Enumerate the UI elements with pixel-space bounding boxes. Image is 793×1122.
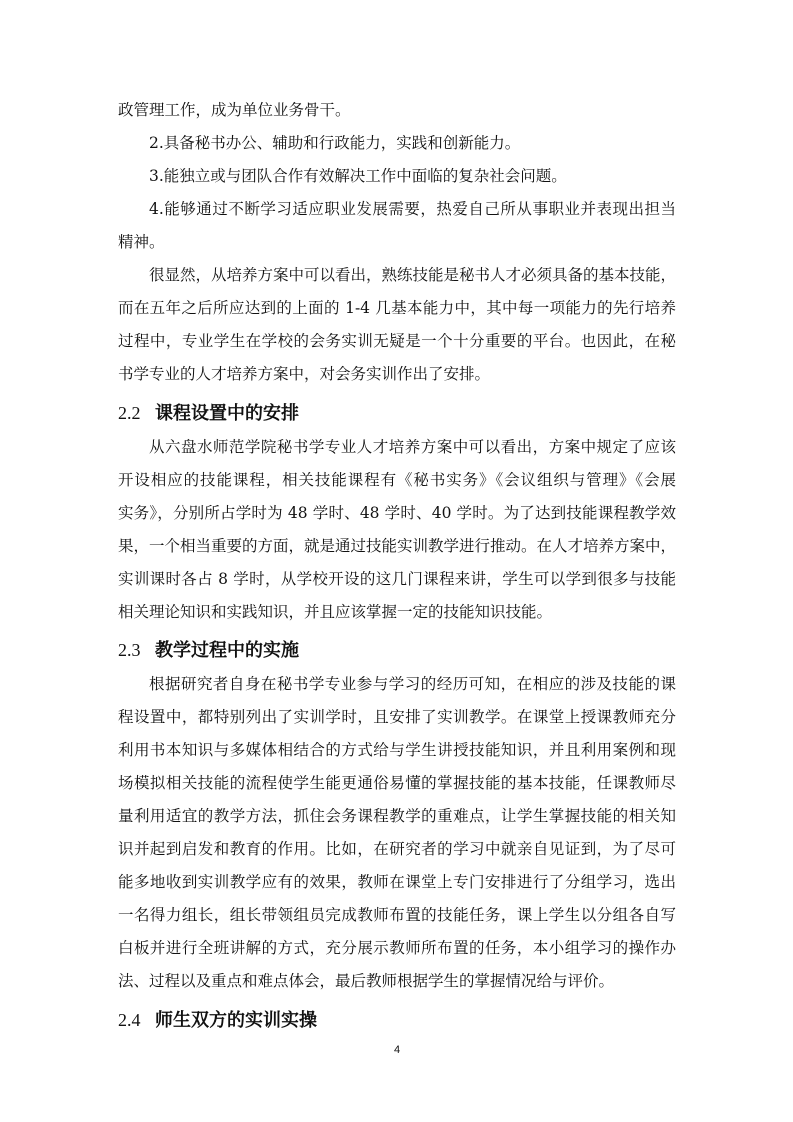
paragraph-line: 识并起到启发和教育的作用。比如，在研究者的学习中就亲自见证到，为了尽可: [118, 840, 676, 858]
paragraph-line: 2.具备秘书办公、辅助和行政能力，实践和创新能力。: [149, 134, 521, 152]
section-number: 2.3: [118, 640, 141, 660]
paragraph-line: 过程中，专业学生在学校的会务实训无疑是一个十分重要的平台。也因此，在秘: [118, 332, 676, 350]
paragraph-line: 果，一个相当重要的方面，就是通过技能实训教学进行推动。在人才培养方案中，: [118, 537, 676, 555]
paragraph-line: 实训课时各占 8 学时，从学校开设的这几门课程来讲，学生可以学到很多与技能: [118, 570, 676, 588]
paragraph-line: 书学专业的人才培养方案中，对会务实训作出了安排。: [118, 365, 491, 383]
paragraph-line: 从六盘水师范学院秘书学专业人才培养方案中可以看出，方案中规定了应该: [149, 438, 676, 456]
paragraph-line: 政管理工作，成为单位业务骨干。: [118, 101, 351, 119]
paragraph-line: 一名得力组长，组长带领组员完成教师布置的技能任务，课上学生以分组各自写: [118, 906, 676, 924]
section-title: 课程设置中的安排: [155, 403, 299, 424]
paragraph-line: 白板并进行全班讲解的方式，充分展示教师所布置的任务，本小组学习的操作办: [118, 939, 676, 957]
section-heading: [118, 401, 299, 425]
paragraph-line: 法、过程以及重点和难点体会，最后教师根据学生的掌握情况给与评价。: [118, 972, 615, 990]
paragraph-line: 精神。: [118, 233, 165, 251]
section-number: 2.4: [118, 1010, 141, 1030]
section-number: 2.2: [118, 403, 141, 423]
paragraph-line: 能多地收到实训教学应有的效果，教师在课堂上专门安排进行了分组学习，选出: [118, 873, 676, 891]
paragraph-line: 相关理论知识和实践知识，并且应该掌握一定的技能知识技能。: [118, 603, 553, 621]
section-title: 师生双方的实训实操: [155, 1010, 317, 1031]
paragraph-line: 4.能够通过不断学习适应职业发展需要，热爱自己所从事职业并表现出担当: [149, 200, 676, 218]
page-number: 4: [393, 1044, 401, 1056]
paragraph-line: 根据研究者自身在秘书学专业参与学习的经历可知，在相应的涉及技能的课: [149, 675, 676, 693]
paragraph-line: 而在五年之后所应达到的上面的 1-4 几基本能力中，其中每一项能力的先行培养: [118, 299, 676, 317]
paragraph-line: 程设置中，都特别列出了实训学时，且安排了实训教学。在课堂上授课教师充分: [118, 708, 676, 726]
paragraph-line: 开设相应的技能课程，相关技能课程有《秘书实务》《会议组织与管理》《会展: [118, 471, 676, 489]
paragraph-line: 实务》，分别所占学时为 48 学时、48 学时、40 学时。为了达到技能课程教学效: [118, 504, 676, 522]
paragraph-line: 很显然，从培养方案中可以看出，熟练技能是秘书人才必须具备的基本技能，: [149, 266, 676, 284]
section-title: 教学过程中的实施: [155, 640, 299, 661]
paragraph-line: 场模拟相关技能的流程使学生能更通俗易懂的掌握技能的基本技能，任课教师尽: [118, 774, 676, 792]
paragraph-line: 利用书本知识与多媒体相结合的方式给与学生讲授技能知识，并且利用案例和现: [118, 741, 676, 759]
section-heading: [118, 638, 299, 662]
section-heading: [118, 1008, 317, 1032]
paragraph-line: 3.能独立或与团队合作有效解决工作中面临的复杂社会问题。: [149, 167, 567, 185]
paragraph-line: 量利用适宜的教学方法，抓住会务课程教学的重难点，让学生掌握技能的相关知: [118, 807, 676, 825]
